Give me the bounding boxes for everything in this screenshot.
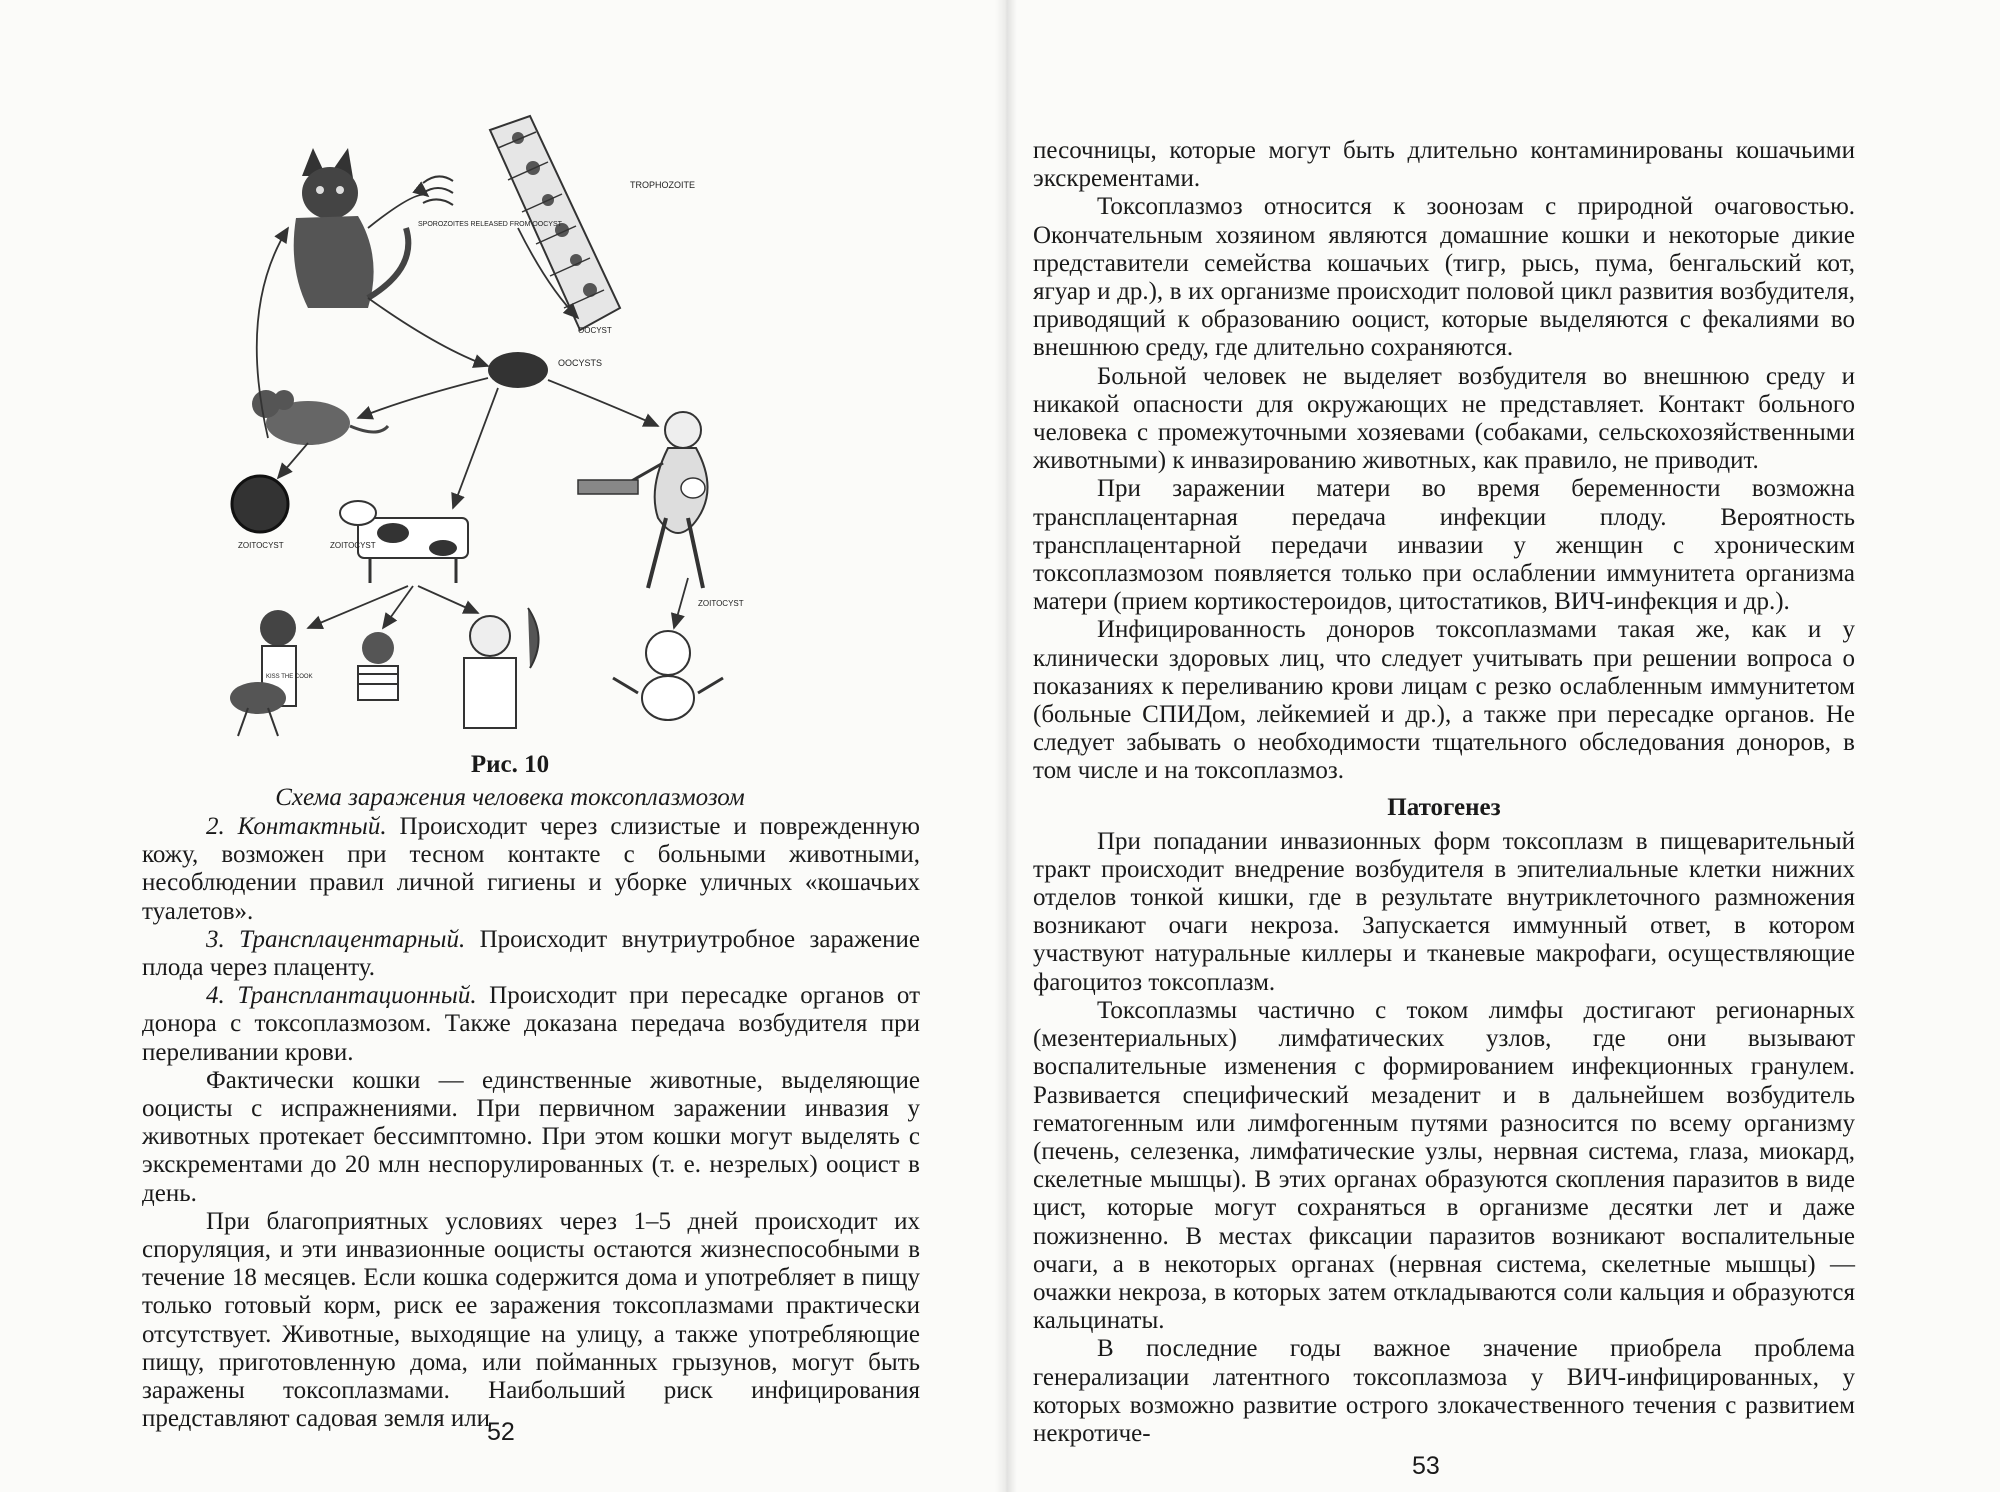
paragraph: Токсоплазмоз относится к зоонозам с природной очаговостью. Окончательным хозяином являются домашние кошки и некоторые дикие представители семейства кошачьих (тигр, рысь, пума, бенгальский кот, ягуар и др.), в их организме происходит половой цикл развития возбудителя, приводящий к образованию ооцист, которые выделяются с фекалиями во внешнюю среду, где длительно сохраняются.: [1033, 193, 1855, 362]
paragraph: При попадании инвазионных форм токсоплазм в пищеварительный тракт происходит внедрение возбудителя в эпителиальные клетки нижних отделов тонкой кишки, где в результате внутриклеточного размножения возникают очаги некроза. Запускается иммунный ответ, в котором участвуют натуральные киллеры и тканевые макрофаги, осуществляющие фагоцитоз токсоплазм.: [1033, 827, 1855, 996]
right-page-body: [1033, 137, 1855, 1448]
paragraph-lead: 2. Контактный.: [206, 813, 387, 840]
sporozoites-illustration: [423, 176, 453, 205]
paragraph: [142, 1208, 920, 1434]
paragraph-text: Происходит через слизистые и поврежденную кожу, возможен при тесном контакте с больными животными, несоблюдении правил личной гигиены и уборке уличных «кошачьих туалетов».: [142, 813, 920, 925]
paragraph: Инфицированность доноров токсоплазмами такая же, как и у клинически здоровых лиц, что следует учитывать при решении вопроса о показаниях к переливанию крови лицам с резко ослабленным иммунитетом (больные СПИДом, лейкемией и др.), а также при пересадке органов. Не следует забывать о необходимости тщательного обследования доноров, в том числе и на токсоплазмоз.: [1033, 616, 1855, 785]
zoitocyst-label-baby: ZOITOCYST: [698, 599, 744, 608]
paragraph: [142, 813, 920, 926]
paragraph: Токсоплазмы частично с током лимфы достигают регионарных (мезентериальных) лимфатических узлов, где они вызывают воспалительные изменения с формированием инфекционных гранулем. Развивается специфический мезаденит и в дальнейшем возбудитель гематогенным или лимфогенным путями разносится по всему организму (печень, селезенка, лимфатические узлы, нервная система, глаза, миокард, скелетные мышцы). В этих органах образуются скопления паразитов в виде цист, которые могут сохраняться в организме десятки лет и даже пожизненно. В местах фиксации паразитов возникают воспалительные очаги, а в некоторых органах (нервная система, скелетные мышцы) — очажки некроза, в которых затем откладываются соли кальция и образуются кальцинаты.: [1033, 996, 1855, 1335]
paragraph: [142, 1067, 920, 1208]
cat-illustration: [294, 148, 409, 308]
baby-illustration: [613, 631, 723, 720]
cook-illustration: [230, 610, 296, 736]
zoitocyst-label-left: ZOITOCYST: [238, 541, 284, 550]
trophozoite-label: TROPHOZOITE: [630, 180, 695, 190]
paragraph-text: Фактически кошки — единственные животные, выделяющие ооцисты с испражнениями. При первичном заражении инвазия у животных протекает бессимптомно. При этом кошки могут выделять с экскрементами до 20 млн неспорулированных (т. е. незрелых) ооцист в день.: [142, 1066, 920, 1207]
paragraph-text: Происходит при пересадке органов от донора с токсоплазмозом. Также доказана передача возбудителя при переливании крови.: [142, 982, 921, 1066]
page-number: 52: [487, 1418, 515, 1446]
figure-title: Рис. 10: [470, 751, 550, 778]
paragraph: Больной человек не выделяет возбудителя во внешнюю среду и никакой опасности для окружающих не представляет. Контакт больного человека с промежуточными хозяевами (собаками, сельскохозяйственными животными) к инвазированию животных, как правило, не приводит.: [1033, 362, 1855, 475]
sporozoites-label: SPOROZOITES RELEASED FROM OOCYST: [418, 221, 562, 228]
paragraph: [142, 926, 920, 982]
left-page-body: [142, 813, 920, 1433]
figure-subtitle: Схема заражения человека токсоплазмозом: [275, 784, 745, 811]
paragraph: песочницы, которые могут быть длительно контаминированы кошачьими экскрементами.: [1033, 137, 1855, 193]
section-heading: Патогенез: [1387, 793, 1501, 821]
oocysts-label: OOCYSTS: [558, 358, 603, 368]
right-page: [1000, 0, 2000, 1492]
page-number: 53: [1412, 1452, 1440, 1480]
oocysts-illustration: [488, 352, 548, 388]
paragraph: [142, 982, 920, 1067]
paragraph-text: Происходит внутриутробное заражение плода через плаценту.: [142, 925, 920, 982]
paragraph: При заражении матери во время беременности возможна трансплацентарная передача инфекции плоду. Вероятность трансплацентарной передачи инвазии у женщин с хроническим токсоплазмозом появляется только при ослаблении иммунитета организма матери (прием кортикостероидов, цитостатиков, ВИЧ-инфекция и др.).: [1033, 475, 1855, 616]
zoitocyst-illustration: [232, 476, 288, 532]
paragraph-text: При благоприятных условиях через 1–5 дней происходит их споруляция, и эти инвазионные ооцисты остаются жизнеспособными в течение 18 месяцев. Если кошка содержится дома и употребляет в пищу только готовый корм, риск ее заражения токсоплазмами практически отсутствует. Животные, выходящие на улицу, а также употребляющие пищу, приготовленную дома, или пойманных грызунов, могут быть заражены токсоплазмами. Наибольший риск инфицирования представляют садовая земля или: [142, 1207, 920, 1433]
zoitocyst-label-cow: ZOITOCYST: [330, 541, 376, 550]
paragraph: В последние годы важное значение приобрела проблема генерализации латентного токсоплазмоза у ВИЧ-инфицированных, у которых возможно развитие острого злокачественного течения с развитием некротиче-: [1033, 1335, 1855, 1447]
pregnant-woman-illustration: [578, 412, 708, 588]
oocyst-label: OOCYST: [578, 326, 612, 335]
paragraph-lead: 3. Трансплацентарный.: [206, 925, 466, 953]
mouse-illustration: [252, 390, 388, 445]
cook-apron-label: KISS THE COOK: [266, 674, 313, 680]
child-illustration: [358, 632, 398, 700]
butcher-illustration: [464, 608, 539, 728]
paragraph-lead: 4. Трансплантационный.: [206, 982, 477, 1010]
toxoplasmosis-infection-diagram: [218, 108, 818, 748]
